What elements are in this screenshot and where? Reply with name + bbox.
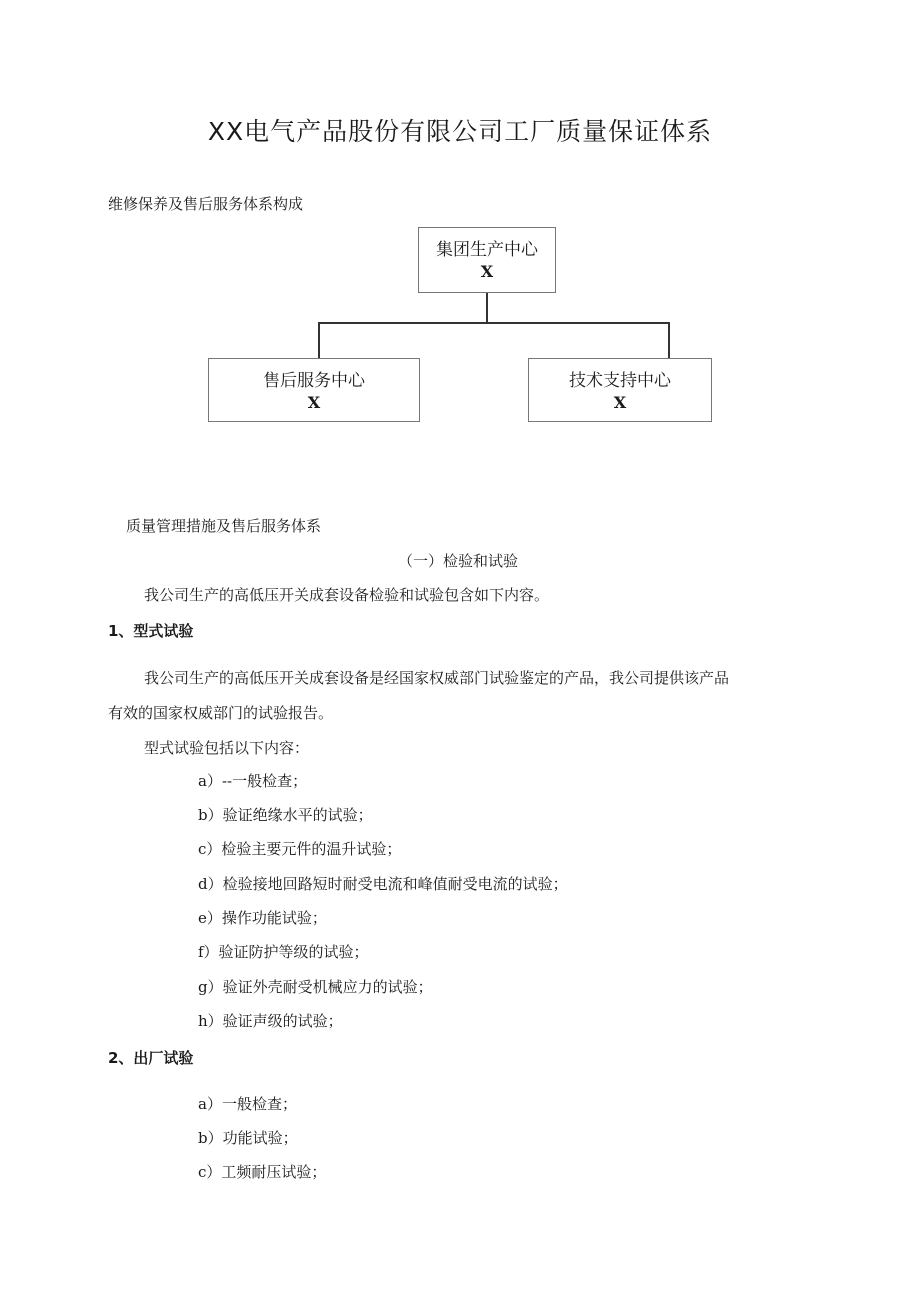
org-connector: [318, 322, 320, 359]
section-heading: 1、型式试验: [108, 622, 194, 640]
list-item: g）验证外壳耐受机械应力的试验；: [198, 978, 433, 996]
org-node-child: [528, 358, 712, 422]
list-item: a）一般检查；: [198, 1095, 297, 1113]
list-item: c）检验主要元件的温升试验；: [198, 840, 402, 858]
paragraph-line: 我公司生产的高低压开关成套设备是经国家权威部门试验鉴定的产品，我公司提供该产品: [144, 669, 730, 687]
subsection-title: （一）检验和试验: [398, 552, 519, 570]
paragraph-line: 有效的国家权威部门的试验报告。: [108, 704, 334, 722]
org-node-label: 售后服务中心: [263, 371, 365, 391]
list-item: b）验证绝缘水平的试验；: [198, 806, 373, 824]
section-heading: 2、出厂试验: [108, 1049, 194, 1067]
org-node-label: 技术支持中心: [569, 371, 671, 391]
org-connector: [486, 293, 488, 323]
list-item: h）验证声级的试验；: [198, 1012, 343, 1030]
list-item: f）验证防护等级的试验；: [198, 943, 369, 961]
intro-paragraph: 我公司生产的高低压开关成套设备检验和试验包含如下内容。: [144, 586, 550, 604]
document-title: XX电气产品股份有限公司工厂质量保证体系: [207, 117, 713, 146]
org-node-root: [418, 227, 556, 293]
list-item: a）--一般检查；: [198, 772, 308, 790]
list-item: b）功能试验；: [198, 1129, 298, 1147]
org-node-label: 集团生产中心: [436, 240, 538, 260]
org-connector: [668, 322, 670, 359]
list-item: c）工频耐压试验；: [198, 1163, 327, 1181]
list-item: e）操作功能试验；: [198, 909, 327, 927]
org-connector: [318, 322, 670, 324]
org-node-mark: X: [307, 393, 321, 412]
quality-heading: 质量管理措施及售后服务体系: [126, 517, 322, 535]
org-node-child: [208, 358, 420, 422]
org-section-label: 维修保养及售后服务体系构成: [108, 195, 304, 213]
list-item: d）检验接地回路短时耐受电流和峰值耐受电流的试验；: [198, 875, 568, 893]
org-node-mark: X: [480, 262, 494, 281]
list-intro: 型式试验包括以下内容：: [144, 739, 310, 757]
org-node-mark: X: [613, 393, 627, 412]
